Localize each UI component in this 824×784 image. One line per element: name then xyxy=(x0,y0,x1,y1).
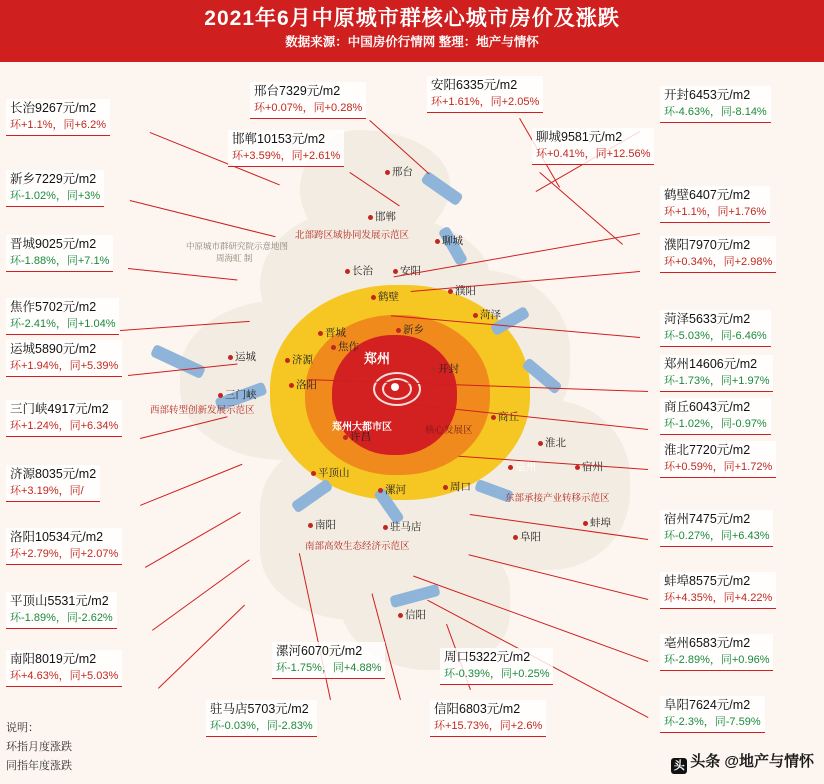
callout-yoy: 同+2.61% xyxy=(291,150,341,162)
legend xyxy=(6,719,72,776)
zone-label-west: 西部转型创新发展示范区 xyxy=(150,405,255,416)
callout-mom: 环+1.94%， xyxy=(10,360,70,372)
callout-nanyang[interactable] xyxy=(6,650,122,687)
callout-title: 济源8035元/m2 xyxy=(10,467,97,481)
callout-mom: 环-1.73%， xyxy=(664,375,721,387)
city-dot xyxy=(443,485,448,490)
city-dot xyxy=(345,269,350,274)
callout-bozhou[interactable] xyxy=(660,634,773,671)
callout-title: 濮阳7970元/m2 xyxy=(664,238,751,252)
callout-mom: 环+0.59%， xyxy=(664,461,724,473)
callout-xinyang[interactable] xyxy=(430,700,546,737)
callout-title: 阜阳7624元/m2 xyxy=(664,698,751,712)
callout-mom: 环+3.19%， xyxy=(10,485,70,497)
city-label-pingdingshan: 平顶山 xyxy=(318,467,350,479)
zone-label-east: 东部承接产业转移示范区 xyxy=(505,493,610,504)
callout-title: 长治9267元/m2 xyxy=(10,101,97,115)
city-dot xyxy=(228,355,233,360)
city-dot xyxy=(368,215,373,220)
callout-yuncheng[interactable] xyxy=(6,340,122,377)
city-dot xyxy=(393,269,398,274)
city-dot xyxy=(385,170,390,175)
city-dot xyxy=(448,289,453,294)
callout-bengbu[interactable] xyxy=(660,572,776,609)
callout-huaibei[interactable] xyxy=(660,441,776,478)
callout-yoy: 同+12.56% xyxy=(595,148,651,160)
callout-zhumadian[interactable] xyxy=(206,700,317,737)
city-label-xingtai: 邢台 xyxy=(392,166,413,178)
city-label-luoyang: 洛阳 xyxy=(296,379,317,391)
map-center-city-label: 郑州 xyxy=(364,351,391,366)
city-label-huaibei: 淮北 xyxy=(545,437,566,449)
callout-xingtai[interactable] xyxy=(250,82,366,119)
callout-yoy: 同+7.1% xyxy=(66,255,110,267)
callout-title: 新乡7229元/m2 xyxy=(10,172,97,186)
callout-mom: 环-5.03%， xyxy=(664,330,721,342)
callout-mom: 环-0.03%， xyxy=(210,720,267,732)
zone-label-north: 北部跨区域协同发展示范区 xyxy=(295,230,410,241)
callout-yoy: 同-8.14% xyxy=(720,106,767,118)
callout-yoy: 同+6.34% xyxy=(69,420,119,432)
callout-yoy: 同+4.22% xyxy=(723,592,773,604)
city-label-zhumadian: 驻马店 xyxy=(390,521,422,533)
city-label-jiyuan: 济源 xyxy=(292,354,313,366)
callout-liaocheng[interactable] xyxy=(532,128,654,165)
callout-mom: 环-1.89%， xyxy=(10,612,67,624)
callout-title: 平顶山5531元/m2 xyxy=(10,594,109,608)
city-label-changzhi: 长治 xyxy=(352,265,373,277)
callout-mom: 环+3.59%， xyxy=(232,150,292,162)
city-dot xyxy=(343,435,348,440)
callout-yoy: 同+2.05% xyxy=(490,96,540,108)
callout-kaifeng[interactable] xyxy=(660,86,771,123)
callout-yoy: 同+0.28% xyxy=(313,102,363,114)
city-label-hebi: 鹤壁 xyxy=(378,291,399,303)
city-label-luohe: 漯河 xyxy=(385,484,406,496)
callout-heze[interactable] xyxy=(660,310,771,347)
callout-yoy: 同-6.46% xyxy=(720,330,767,342)
callout-title: 三门峡4917元/m2 xyxy=(10,402,109,416)
callout-mom: 环+1.1%， xyxy=(10,119,64,131)
callout-mom: 环-0.27%， xyxy=(664,530,721,542)
city-dot xyxy=(311,471,316,476)
city-label-bozhou: 亳州 xyxy=(515,461,536,473)
city-label-shangqiu: 商丘 xyxy=(498,411,519,423)
city-label-liaocheng: 聊城 xyxy=(442,235,463,247)
callout-jiaozuo[interactable] xyxy=(6,298,119,335)
city-dot xyxy=(431,367,436,372)
callout-suzhou[interactable] xyxy=(660,510,773,547)
callout-mom: 环+0.34%， xyxy=(664,256,724,268)
page-title: 2021年6月中原城市群核心城市房价及涨跌 xyxy=(204,7,620,30)
callout-title: 晋城9025元/m2 xyxy=(10,237,97,251)
callout-yoy: 同-0.97% xyxy=(720,418,767,430)
map-credit-line-2: 周海虹 制 xyxy=(216,253,253,263)
callout-title: 驻马店5703元/m2 xyxy=(210,702,309,716)
callout-hebi[interactable] xyxy=(660,186,770,223)
callout-title: 漯河6070元/m2 xyxy=(276,644,363,658)
callout-mom: 环-1.02%， xyxy=(10,190,67,202)
callout-title: 聊城9581元/m2 xyxy=(536,130,623,144)
city-dot xyxy=(218,393,223,398)
callout-jiyuan[interactable] xyxy=(6,465,100,502)
city-dot xyxy=(308,523,313,528)
callout-changzhi[interactable] xyxy=(6,99,110,136)
callout-yoy: 同/ xyxy=(69,485,84,497)
city-dot xyxy=(398,613,403,618)
callout-yoy: 同+4.88% xyxy=(332,662,382,674)
callout-yoy: 同+6.2% xyxy=(63,119,106,131)
watermark-text: 头条 @地产与情怀 xyxy=(690,753,814,770)
callout-yoy: 同+1.97% xyxy=(720,375,770,387)
callout-mom: 环-0.39%， xyxy=(444,668,501,680)
city-label-puyang: 濮阳 xyxy=(455,285,476,297)
callout-title: 南阳8019元/m2 xyxy=(10,652,97,666)
city-dot xyxy=(378,488,383,493)
callout-yoy: 同+5.39% xyxy=(69,360,119,372)
callout-fuyang[interactable] xyxy=(660,696,765,733)
callout-yoy: 同+2.98% xyxy=(723,256,773,268)
city-dot xyxy=(513,535,518,540)
callout-yoy: 同+1.04% xyxy=(66,318,116,330)
city-dot xyxy=(508,465,513,470)
callout-mom: 环+1.24%， xyxy=(10,420,70,432)
callout-mom: 环-1.75%， xyxy=(276,662,333,674)
callout-title: 邢台7329元/m2 xyxy=(254,84,341,98)
callout-yoy: 同+1.72% xyxy=(723,461,773,473)
city-dot xyxy=(538,441,543,446)
callout-title: 商丘6043元/m2 xyxy=(664,400,751,414)
callout-sanmenxia[interactable] xyxy=(6,400,122,437)
callout-mom: 环+4.63%， xyxy=(10,670,70,682)
callout-yoy: 同+6.43% xyxy=(720,530,770,542)
callout-title: 亳州6583元/m2 xyxy=(664,636,751,650)
callout-mom: 环-2.89%， xyxy=(664,654,721,666)
callout-mom: 环+0.41%， xyxy=(536,148,596,160)
callout-yoy: 同+0.25% xyxy=(500,668,550,680)
city-dot xyxy=(371,295,376,300)
city-dot xyxy=(473,313,478,318)
city-label-bengbu: 蚌埠 xyxy=(590,517,611,529)
city-label-jiaozuo: 焦作 xyxy=(338,341,359,353)
callout-title: 郑州14606元/m2 xyxy=(664,357,758,371)
callout-jincheng[interactable] xyxy=(6,235,113,272)
callout-mom: 环+0.07%， xyxy=(254,102,314,114)
callout-zhengzhou[interactable] xyxy=(660,355,773,392)
callout-title: 开封6453元/m2 xyxy=(664,88,751,102)
callout-title: 蚌埠8575元/m2 xyxy=(664,574,751,588)
city-label-kaifeng: 开封 xyxy=(438,363,459,375)
callout-shangqiu[interactable] xyxy=(660,398,771,435)
city-label-anyang: 安阳 xyxy=(400,265,421,277)
city-label-fuyang: 阜阳 xyxy=(520,531,541,543)
callout-mom: 环-2.41%， xyxy=(10,318,67,330)
callout-luoyang[interactable] xyxy=(6,528,122,565)
city-label-yuncheng: 运城 xyxy=(235,351,256,363)
city-label-heze: 菏泽 xyxy=(480,309,501,321)
city-dot xyxy=(575,465,580,470)
callout-pingdingshan[interactable] xyxy=(6,592,117,629)
callout-mom: 环+15.73%， xyxy=(434,720,500,732)
watermark xyxy=(671,750,814,774)
city-dot xyxy=(383,525,388,530)
city-label-zhoukou: 周口 xyxy=(450,481,471,493)
city-label-handan: 邯郸 xyxy=(375,211,396,223)
callout-title: 周口5322元/m2 xyxy=(444,650,531,664)
center-dot xyxy=(391,383,399,391)
callout-yoy: 同-7.59% xyxy=(714,716,761,728)
header-subtitle: 数据来源：中国房价行情网 整理：地产与情怀 xyxy=(285,35,539,49)
callout-zhoukou[interactable] xyxy=(440,648,553,685)
city-dot xyxy=(583,521,588,526)
callout-title: 邯郸10153元/m2 xyxy=(232,132,326,146)
callout-yoy: 同+3% xyxy=(66,190,101,202)
city-dot xyxy=(318,331,323,336)
callout-mom: 环+1.61%， xyxy=(431,96,491,108)
callout-mom: 环-4.63%， xyxy=(664,106,721,118)
map-core-label: 郑州大都市区 xyxy=(332,422,392,433)
city-dot xyxy=(289,383,294,388)
callout-title: 宿州7475元/m2 xyxy=(664,512,751,526)
callout-anyang[interactable] xyxy=(427,76,543,113)
legend-line-2: 环指月度涨跌 xyxy=(6,741,72,753)
callout-xinxiang[interactable] xyxy=(6,170,104,207)
city-label-nanyang: 南阳 xyxy=(315,519,336,531)
callout-yoy: 同+2.6% xyxy=(499,720,543,732)
callout-title: 淮北7720元/m2 xyxy=(664,443,751,457)
callout-mom: 环+2.79%， xyxy=(10,548,70,560)
city-label-jincheng: 晋城 xyxy=(325,327,346,339)
map-credit-line-1: 中原城市群研究院示意地图 xyxy=(186,241,289,251)
callout-puyang[interactable] xyxy=(660,236,776,273)
callout-handan[interactable] xyxy=(228,130,344,167)
callout-yoy: 同+0.96% xyxy=(720,654,770,666)
callout-mom: 环-2.3%， xyxy=(664,716,715,728)
legend-line-3: 同指年度涨跌 xyxy=(6,760,72,772)
watermark-logo-icon: 头 xyxy=(671,758,687,774)
city-label-xinxiang: 新乡 xyxy=(403,324,424,336)
callout-title: 鹤壁6407元/m2 xyxy=(664,188,751,202)
city-dot xyxy=(491,415,496,420)
callout-yoy: 同+1.76% xyxy=(717,206,767,218)
city-dot xyxy=(285,358,290,363)
city-label-suzhou: 宿州 xyxy=(582,461,603,473)
callout-title: 焦作5702元/m2 xyxy=(10,300,97,314)
zone-label-south: 南部高效生态经济示范区 xyxy=(305,541,410,552)
callout-title: 运城5890元/m2 xyxy=(10,342,97,356)
callout-yoy: 同+2.07% xyxy=(69,548,119,560)
callout-mom: 环-1.02%， xyxy=(664,418,721,430)
callout-luohe[interactable] xyxy=(272,642,385,679)
city-dot xyxy=(396,328,401,333)
city-label-xuchang: 许昌 xyxy=(350,431,371,443)
callout-yoy: 同+5.03% xyxy=(69,670,119,682)
city-label-sanmenxia: 三门峡 xyxy=(225,389,257,401)
callout-yoy: 同-2.83% xyxy=(266,720,313,732)
callout-yoy: 同-2.62% xyxy=(66,612,113,624)
legend-line-1: 说明： xyxy=(6,722,39,734)
zone-label-core: 核心发展区 xyxy=(425,425,473,436)
callout-mom: 环-1.88%， xyxy=(10,255,67,267)
callout-title: 安阳6335元/m2 xyxy=(431,78,518,92)
callout-title: 菏泽5633元/m2 xyxy=(664,312,751,326)
callout-title: 信阳6803元/m2 xyxy=(434,702,521,716)
map-area xyxy=(120,70,680,730)
city-dot xyxy=(331,345,336,350)
city-dot xyxy=(435,239,440,244)
city-label-xinyang: 信阳 xyxy=(405,609,426,621)
callout-mom: 环+1.1%， xyxy=(664,206,718,218)
callout-title: 洛阳10534元/m2 xyxy=(10,530,104,544)
header-banner xyxy=(0,0,824,62)
callout-mom: 环+4.35%， xyxy=(664,592,724,604)
